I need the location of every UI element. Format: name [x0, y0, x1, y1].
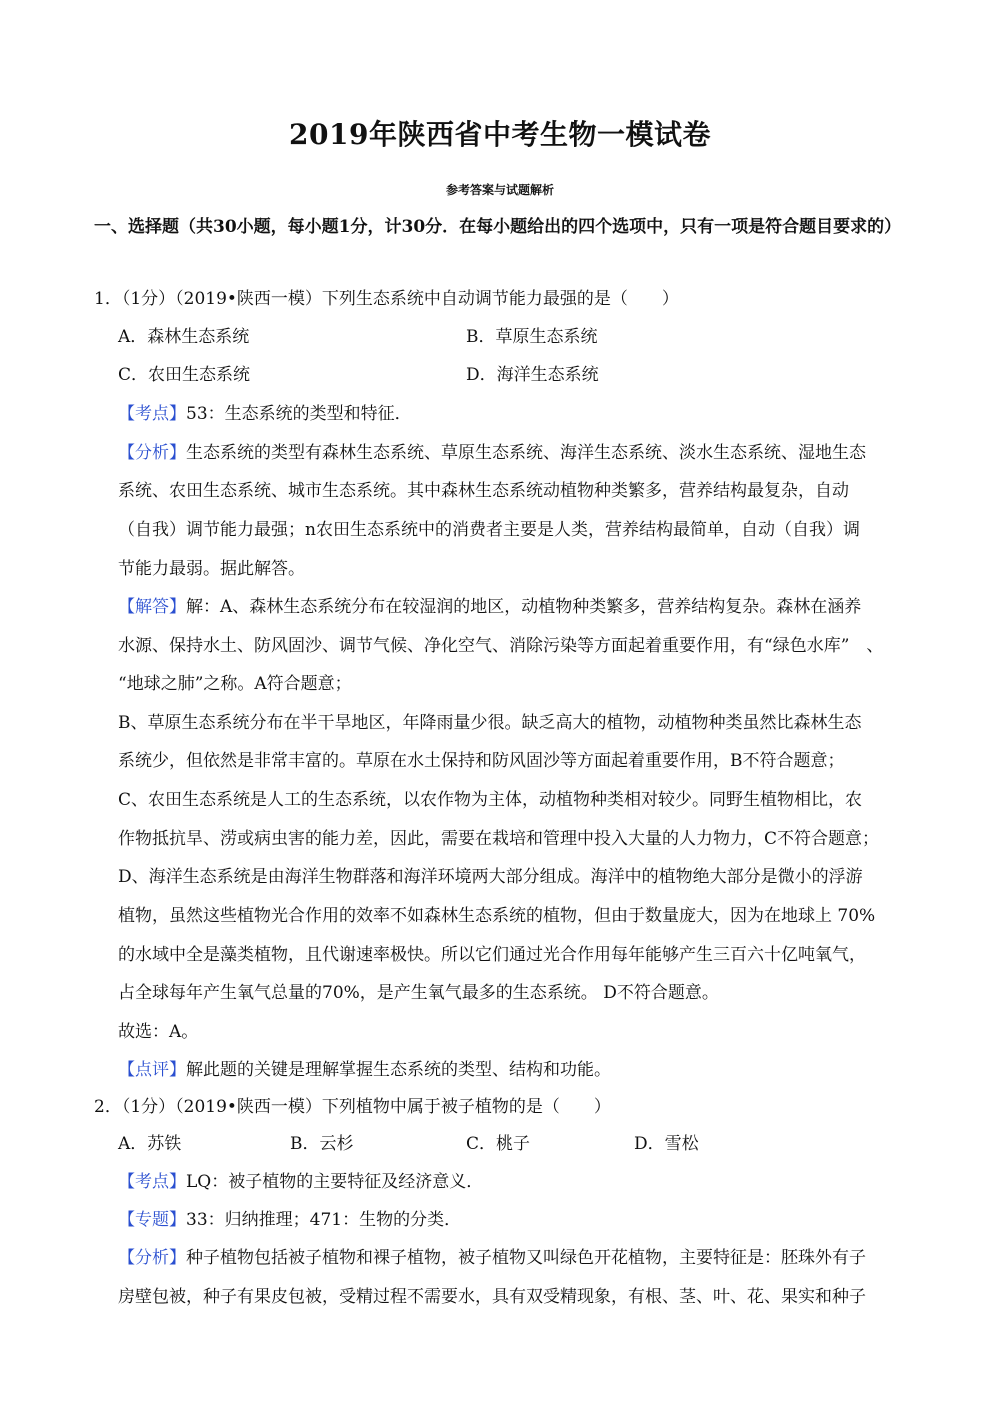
question-1-option-c: C．农田生态系统	[118, 365, 251, 385]
question-1-jieda-line-5: 系统少，但依然是非常丰富的。草原在水土保持和防风固沙等方面起着重要作用，B不符合题意；	[118, 751, 845, 771]
question-1-option-a: A．森林生态系统	[118, 327, 250, 347]
page-title: 2019年陕西省中考生物一模试卷	[289, 118, 711, 151]
question-1-jieda-line-6: C、农田生态系统是人工的生态系统，以农作物为主体，动植物种类相对较少。同野生植物相比，农	[118, 790, 863, 810]
question-1-fenxi-line-3: （自我）调节能力最强；n农田生态系统中的消费者主要是人类，营养结构最简单，自动（自我）调	[118, 520, 860, 540]
question-1-jieda-line-12: 故选：A。	[118, 1022, 199, 1042]
question-1-jieda-line-4: B、草原生态系统分布在半干旱地区，年降雨量少很。缺乏高大的植物，动植物种类虽然比森林生态	[118, 713, 862, 733]
question-1-option-d: D．海洋生态系统	[466, 365, 599, 385]
question-1-jieda-line-2: 水源、保持水土、防风固沙、调节气候、净化空气、消除污染等方面起着重要作用，有“绿色水库” 、	[118, 636, 884, 656]
question-2-option-d: D．雪松	[634, 1134, 699, 1154]
question-1-jieda-line-3: “地球之肺”之称。A符合题意；	[118, 674, 352, 694]
kaodian-text: 53：生态系统的类型和特征．	[186, 404, 412, 424]
question-1-stem: 1．（1分）（2019•陕西一模）下列生态系统中自动调节能力最强的是（ ）	[94, 289, 679, 309]
page-subtitle: 参考答案与试题解析	[445, 183, 554, 197]
jieda-text: 解：A、森林生态系统分布在较湿润的地区，动植物种类繁多，营养结构复杂。森林在涵养	[186, 597, 862, 617]
question-2-zhuanti	[118, 1209, 461, 1231]
kaodian-tag: 【考点】	[118, 1172, 186, 1192]
question-1-kaodian	[118, 403, 412, 425]
question-1-jieda-line-9: 植物，虽然这些植物光合作用的效率不如森林生态系统的植物，但由于数量庞大，因为在地球上 70%	[118, 906, 876, 926]
dianping-text: 解此题的关键是理解掌握生态系统的类型、结构和功能。	[186, 1060, 611, 1080]
question-1-dianping	[118, 1059, 611, 1081]
fenxi-text: 生态系统的类型有森林生态系统、草原生态系统、海洋生态系统、淡水生态系统、湿地生态	[186, 443, 866, 463]
zhuanti-tag: 【专题】	[118, 1210, 186, 1230]
question-1-jieda-line-10: 的水域中全是藻类植物，且代谢速率极快。所以它们通过光合作用每年能够产生三百六十亿吨氧气，	[118, 945, 866, 965]
question-1-jieda-line-8: D、海洋生态系统是由海洋生物群落和海洋环境两大部分组成。海洋中的植物绝大部分是微小的浮游	[118, 867, 863, 887]
fenxi-text: 种子植物包括被子植物和裸子植物，被子植物又叫绿色开花植物，主要特征是：胚珠外有子	[186, 1248, 866, 1268]
question-2-fenxi-line-1	[118, 1247, 866, 1269]
question-1-jieda-line-11: 占全球每年产生氧气总量的70%，是产生氧气最多的生态系统。 D不符合题意。	[118, 983, 719, 1003]
question-1-jieda-line-1	[118, 596, 861, 618]
question-2-stem: 2．（1分）（2019•陕西一模）下列植物中属于被子植物的是（ ）	[94, 1097, 611, 1117]
fenxi-tag: 【分析】	[118, 1248, 186, 1268]
kaodian-text: LQ：被子植物的主要特征及经济意义．	[186, 1172, 484, 1192]
question-2-kaodian	[118, 1171, 483, 1193]
question-1-option-b: B．草原生态系统	[466, 327, 598, 347]
fenxi-tag: 【分析】	[118, 443, 186, 463]
question-1-jieda-line-7: 作物抵抗旱、涝或病虫害的能力差，因此，需要在栽培和管理中投入大量的人力物力，C不符合题意；	[118, 829, 880, 849]
question-2-option-b: B．云杉	[290, 1134, 354, 1154]
dianping-tag: 【点评】	[118, 1060, 186, 1080]
jieda-tag: 【解答】	[118, 597, 186, 617]
question-2-option-a: A．苏铁	[118, 1134, 182, 1154]
question-2-option-c: C．桃子	[466, 1134, 531, 1154]
question-1-fenxi-line-1	[118, 442, 866, 464]
zhuanti-text: 33：归纳推理；471：生物的分类．	[186, 1210, 462, 1230]
question-2-fenxi-line-2: 房壁包被，种子有果皮包被，受精过程不需要水，具有双受精现象，有根、茎、叶、花、果实和种子	[118, 1287, 866, 1307]
question-1-fenxi-line-2: 系统、农田生态系统、城市生态系统。其中森林生态系统动植物种类繁多，营养结构最复杂，自动	[118, 481, 849, 501]
kaodian-tag: 【考点】	[118, 404, 186, 424]
section-heading: 一、选择题（共30小题，每小题1分，计30分．在每小题给出的四个选项中，只有一项是符合题目要求的）	[94, 217, 902, 237]
question-1-fenxi-line-4: 节能力最弱。据此解答。	[118, 559, 305, 579]
